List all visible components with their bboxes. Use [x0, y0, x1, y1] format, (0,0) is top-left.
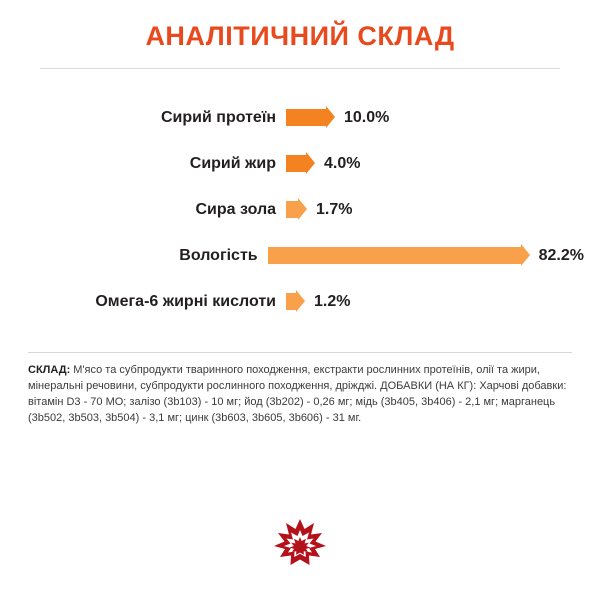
- composition-section: [28, 352, 572, 427]
- chart-bar: [286, 293, 296, 310]
- title-divider: [40, 68, 560, 69]
- chart-row: [16, 187, 584, 233]
- chart-row-label: Сира зола: [195, 200, 276, 218]
- composition-text: [28, 363, 572, 427]
- chart-bar: [286, 155, 306, 172]
- chart-bar: [286, 201, 298, 218]
- chart-row: [16, 279, 584, 325]
- chart-bar-wrap: [286, 201, 584, 219]
- chart-bar-value: 10.0%: [344, 108, 390, 126]
- chart-row-label: Омега-6 жирні кислоти: [95, 292, 276, 310]
- chart-bar-value: 4.0%: [324, 154, 361, 172]
- chart-row: [16, 233, 584, 279]
- chart-row-label: Сирий протеїн: [161, 108, 276, 126]
- page-title: АНАЛІТИЧНИЙ СКЛАД: [145, 21, 455, 51]
- chart-bar-wrap: [268, 247, 584, 265]
- composition-heading: СКЛАД:: [28, 364, 71, 376]
- royal-canin-crown-logo-icon: [268, 515, 332, 567]
- chart-bar-value: 1.2%: [314, 292, 351, 310]
- chart-row-label: Сирий жир: [189, 154, 276, 172]
- chart-row: [16, 141, 584, 187]
- chart-bar-wrap: [286, 155, 584, 173]
- chart-row-label: Вологість: [179, 246, 258, 264]
- chart-bar: [286, 109, 326, 126]
- chart-bar-wrap: [286, 109, 584, 127]
- chart-bar: [268, 247, 521, 264]
- chart-bar-value: 1.7%: [316, 200, 353, 218]
- composition-divider: [28, 352, 572, 353]
- analytical-composition-chart: [0, 95, 600, 325]
- brand-logo: [0, 515, 600, 572]
- chart-bar-value: 82.2%: [538, 246, 584, 264]
- composition-body: М'ясо та субпродукти тваринного походження, екстракти рослинних протеїнів, олії та жири, мінеральні речовини, субпродукти рослинного походження, дріжджі. ДОБАВКИ (НА КГ): Харчові добавки: вітамін D3 - 70 МО; залізо (3b103) - 10 мг; йод (3b202) - 0,26 мг; мідь (3b405, 3b406) - 2,1 мг; марганець (3b502, 3b503, 3b504) - 3,1 мг; цинк (3b603, 3b605, 3b606) - 31 мг.: [28, 364, 567, 424]
- chart-row: [16, 95, 584, 141]
- chart-bar-wrap: [286, 293, 584, 311]
